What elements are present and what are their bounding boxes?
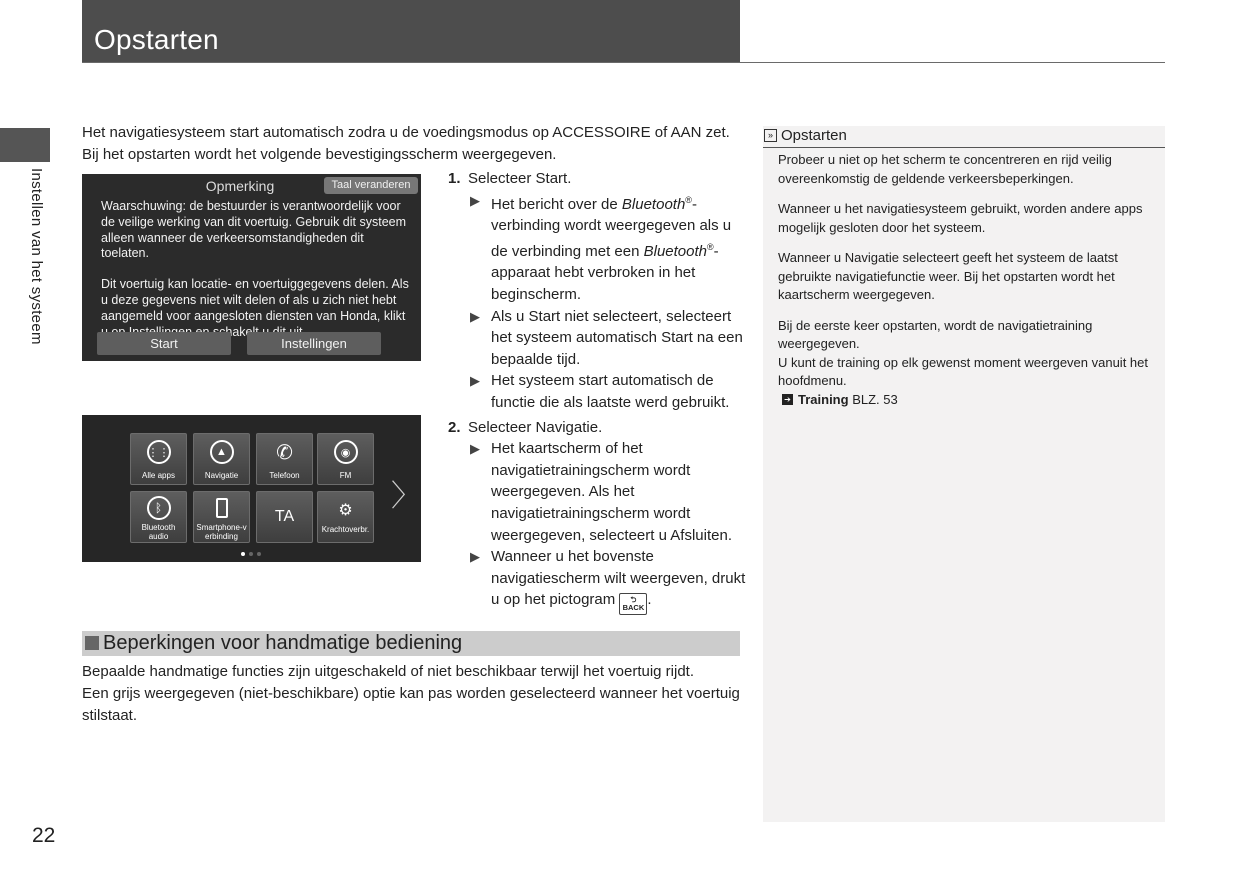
bluetooth-brand: Bluetooth	[643, 242, 707, 260]
page-number: 22	[32, 824, 56, 847]
bullet-text: Wanneer u het bovenste navigatiescherm wilt weergeven, drukt u op het pictogram	[491, 548, 746, 609]
registered-mark: ®	[685, 194, 692, 205]
bullet-text: Het kaartscherm of het navigatietrainingscherm wordt weergegeven. Als het navigatietrainingscherm wordt weergegeven, selecteert u	[491, 440, 691, 544]
chapter-tab	[0, 128, 50, 162]
confirmation-message	[101, 199, 411, 339]
training-reference-link[interactable]	[778, 391, 1158, 410]
page-dot-active	[241, 552, 245, 556]
tile-power-flow	[317, 491, 374, 543]
keyword-close: Afsluiten	[670, 526, 728, 544]
note-paragraph: Probeer u niet op het scherm te concentreren en rijd veilig overeenkomstig de geldende verkeersbeperkingen.	[778, 152, 1112, 186]
note-paragraph: Bij de eerste keer opstarten, wordt de navigatietraining weergegeven.	[778, 317, 1093, 351]
notes-body	[778, 151, 1158, 409]
home-screen-image	[82, 415, 421, 562]
step-2-bullet-1	[468, 438, 748, 546]
back-icon-label: BACK	[622, 603, 645, 613]
intro-line-1: Het navigatiesysteem start automatisch zodra u de voedingsmodus op ACCESSOIRE of AAN zet.	[82, 124, 730, 141]
step-number: 1.	[448, 170, 461, 187]
step-text: .	[598, 418, 603, 436]
note-text: Wanneer u	[778, 250, 845, 265]
bullet-text: Het systeem start automatisch de functie die als laatste werd gebruikt.	[491, 372, 730, 411]
bullet-triangle-icon: ▶	[470, 441, 480, 457]
note-arrow-icon: »	[764, 129, 777, 142]
intro-text	[82, 122, 742, 166]
phone-icon: ✆	[276, 441, 293, 464]
bullet-text: .	[727, 526, 733, 544]
bullet-text: niet selecteert, selecteert het systeem automatisch	[491, 307, 732, 347]
step-1-bullet-2	[468, 306, 748, 371]
registered-mark: ®	[707, 241, 714, 252]
tile-label: FM	[339, 471, 352, 480]
step-text: Selecteer	[468, 418, 536, 436]
section-square-icon	[85, 636, 99, 650]
step-2	[448, 417, 748, 616]
tile-label: Bluetooth audio	[141, 523, 176, 541]
header-divider	[82, 62, 1165, 63]
notes-header	[763, 126, 1165, 148]
tile-bluetooth-audio	[130, 491, 187, 543]
tile-label: Navigatie	[204, 471, 239, 480]
back-icon: ⮌ BACK	[619, 593, 647, 615]
section-line-2: Een grijs weergegeven (niet-beschikbare) optie kan pas worden geselecteerd wanneer het voertuig stilstaat.	[82, 685, 740, 724]
page-header	[82, 0, 740, 62]
confirmation-screen-title: Opmerking	[205, 178, 275, 194]
tile-label: Krachtoverbr.	[321, 525, 370, 534]
notes-panel	[763, 126, 1165, 822]
step-1-bullet-3	[468, 370, 748, 413]
bullet-text: Als u	[491, 307, 529, 325]
step-target: Start	[535, 170, 568, 187]
bluetooth-icon: ᛒ	[131, 495, 186, 521]
tile-label: TA	[274, 508, 295, 525]
bullet-text: na een bepaalde tijd.	[491, 329, 743, 368]
bullet-triangle-icon: ▶	[470, 373, 480, 389]
note-text: selecteert geeft het systeem de laatst gebruikte navigatiefunctie weer. Bij het opstarten wordt het kaartscherm weergegeven.	[778, 250, 1118, 302]
confirmation-data-notice: Dit voertuig kan locatie- en voertuiggegevens delen. Als u deze gegevens niet wilt delen of als u zich niet hebt aangemeld voor aangesloten diensten van Honda, klikt schakelt	[101, 277, 409, 339]
keyword-start: Start	[528, 307, 561, 325]
chapter-label: Instellen van het systeem	[28, 168, 45, 345]
page-indicator	[241, 552, 261, 556]
tile-ta	[256, 491, 313, 543]
step-1	[448, 168, 748, 414]
power-flow-icon: ⚙	[338, 502, 353, 519]
step-target: Navigatie	[535, 418, 599, 436]
reference-label: Training	[798, 391, 849, 407]
tile-phone	[256, 433, 313, 485]
navigation-arrow-icon: ▲	[194, 439, 249, 465]
step-text: Selecteer	[468, 170, 536, 187]
keyword-navigation: Navigatie	[844, 250, 899, 265]
bullet-triangle-icon: ▶	[470, 192, 480, 208]
bluetooth-brand: Bluetooth	[621, 195, 686, 213]
confirmation-warning: Waarschuwing: de bestuurder is verantwoordelijk voor de veilige werking van dit voertuig. Gebruik dit systeem alleen wanneer de verkeersomstandigheden dit toelaten.	[101, 199, 407, 261]
tile-smartphone-connection	[193, 491, 250, 543]
note-paragraph: Wanneer u het navigatiesysteem gebruikt, worden andere apps mogelijk gesloten door het systeem.	[778, 201, 1143, 235]
step-text: .	[567, 170, 572, 187]
reference-arrow-icon: ➔	[782, 394, 793, 405]
step-number: 2.	[448, 418, 461, 436]
page-dot	[257, 552, 261, 556]
section-title: Beperkingen voor handmatige bediening	[103, 632, 463, 654]
reference-page: BLZ. 53	[852, 391, 898, 407]
chevron-right-icon: 〉	[391, 479, 421, 514]
tile-label: Smartphone-verbinding	[196, 523, 247, 541]
tile-all-apps	[130, 433, 187, 485]
section-text	[82, 661, 742, 727]
change-language-button: Taal veranderen	[324, 177, 418, 194]
step-2-bullet-2	[468, 546, 748, 615]
notes-title: Opstarten	[781, 127, 847, 144]
bullet-triangle-icon: ▶	[470, 308, 480, 324]
step-1-bullet-1	[468, 190, 748, 306]
radio-antenna-icon: ◉	[318, 439, 373, 465]
bullet-text: Het bericht over de	[491, 195, 622, 213]
tile-label: Telefoon	[269, 471, 300, 480]
steps-list	[448, 168, 748, 615]
tile-label: Alle apps	[142, 471, 175, 480]
note-paragraph	[778, 249, 1158, 305]
start-button: Start	[97, 332, 231, 355]
note-paragraph: U kunt de training op elk gewenst moment weergeven vanuit het hoofdmenu.	[778, 354, 1148, 388]
bullet-text: -apparaat hebt verbroken in het beginscherm.	[491, 242, 719, 303]
bullet-triangle-icon: ▶	[470, 549, 480, 565]
smartphone-icon	[194, 495, 249, 521]
bullet-text: -verbinding wordt weergegeven als u de verbinding met een	[491, 195, 732, 260]
bullet-text: .	[647, 591, 652, 609]
page-dot	[249, 552, 253, 556]
section-heading	[82, 631, 740, 656]
confirmation-screen-image	[82, 174, 421, 361]
tile-fm	[317, 433, 374, 485]
apps-grid-icon: ⋮⋮	[131, 439, 186, 465]
tile-navigation	[193, 433, 250, 485]
keyword-start: Start	[661, 329, 693, 347]
intro-line-2: Bij het opstarten wordt het volgende bevestigingsscherm weergegeven.	[82, 146, 557, 163]
settings-button: Instellingen	[247, 332, 381, 355]
page-title: Opstarten	[94, 24, 219, 55]
section-line-1: Bepaalde handmatige functies zijn uitgeschakeld of niet beschikbaar terwijl het voertuig rijdt.	[82, 663, 695, 680]
